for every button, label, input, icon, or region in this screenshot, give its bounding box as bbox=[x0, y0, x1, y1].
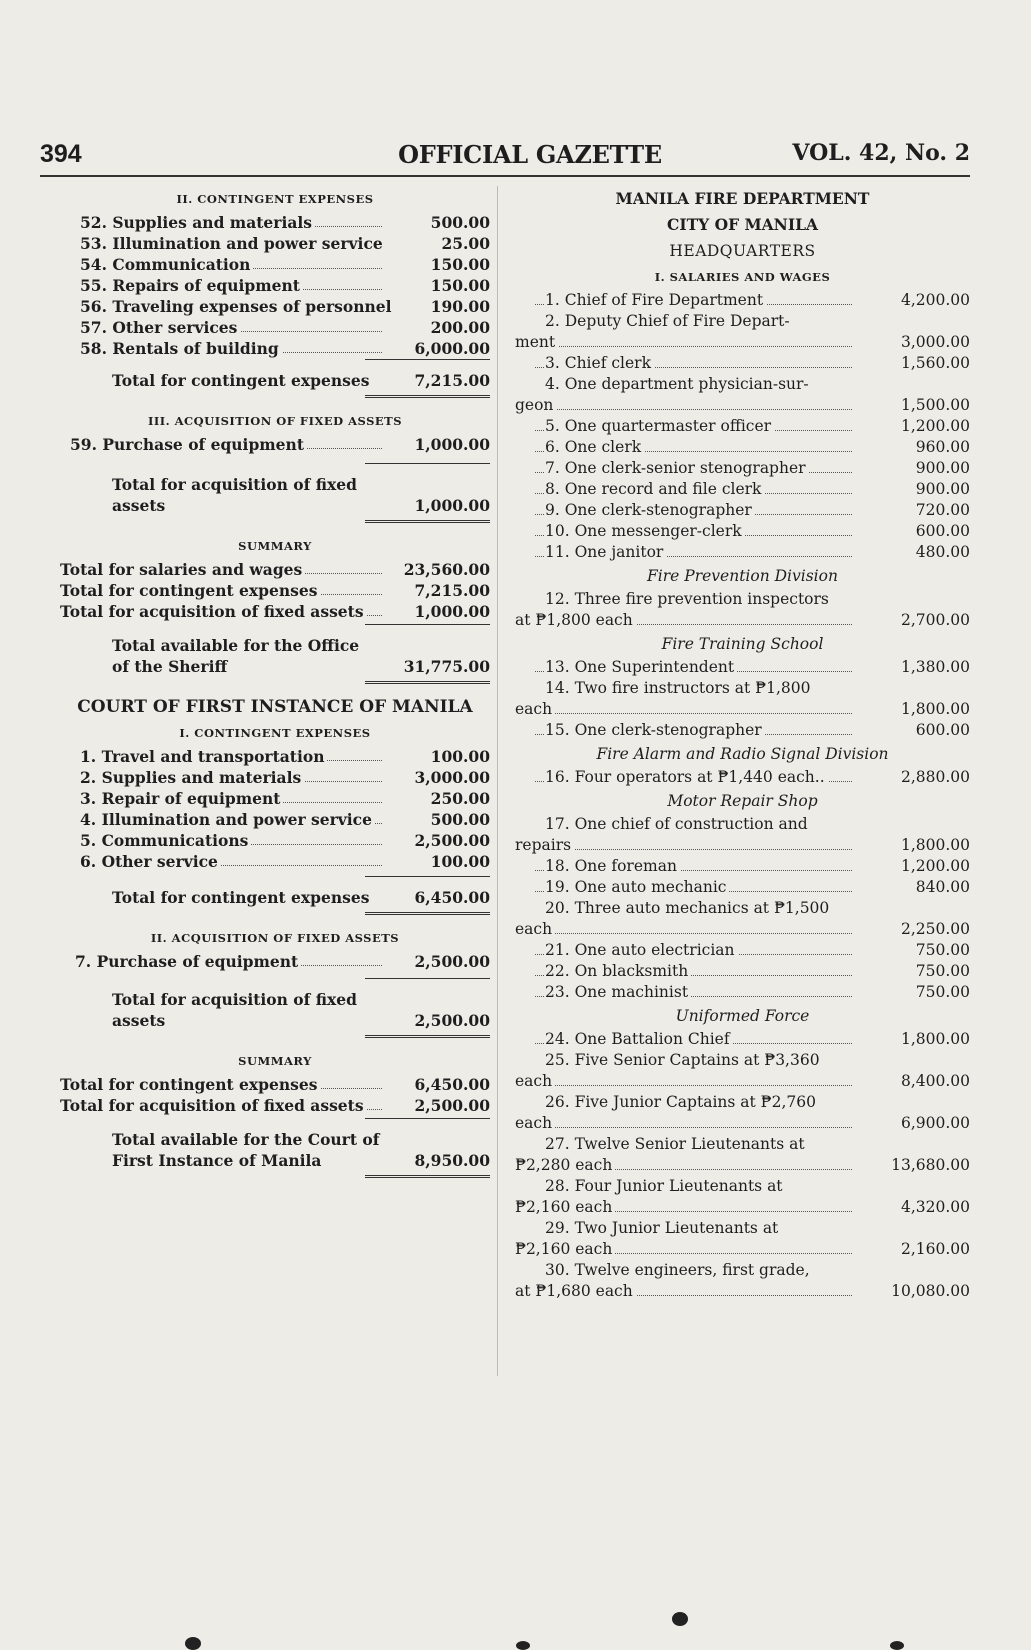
item-label-continuation: ₱2,160 each bbox=[515, 1198, 615, 1216]
salary-item bbox=[515, 982, 970, 1003]
item-label-continuation: at ₱1,800 each bbox=[515, 611, 636, 629]
item-label: 1. Travel and transportation bbox=[80, 747, 327, 766]
section-heading: II. ACQUISITION OF FIXED ASSETS bbox=[150, 931, 400, 945]
item-label: 12. Three fire prevention inspectors bbox=[545, 590, 829, 608]
division-heading: Motor Repair Shop bbox=[667, 792, 818, 810]
item-label: 10. One messenger-clerk bbox=[545, 522, 745, 540]
item-label: 28. Four Junior Lieutenants at bbox=[545, 1177, 783, 1195]
item-label: 1. Chief of Fire Department bbox=[545, 291, 766, 309]
salary-item bbox=[515, 500, 970, 521]
item-amount: 1,500.00 bbox=[898, 395, 970, 416]
item-amount: 3,000.00 bbox=[411, 767, 490, 788]
item-amount: 600.00 bbox=[913, 521, 970, 542]
column-divider bbox=[497, 186, 498, 1376]
summary-list bbox=[60, 559, 490, 622]
item-label: 5. One quartermaster officer bbox=[545, 417, 774, 435]
item-label: 59. Purchase of equipment bbox=[70, 435, 307, 454]
salary-item bbox=[515, 374, 970, 416]
item-amount: 900.00 bbox=[913, 458, 970, 479]
item-amount: 4,320.00 bbox=[898, 1197, 970, 1218]
salary-item bbox=[515, 961, 970, 982]
item-amount: 8,400.00 bbox=[898, 1071, 970, 1092]
item-amount: 720.00 bbox=[913, 500, 970, 521]
dot-leader bbox=[535, 1085, 852, 1086]
salary-item bbox=[515, 720, 970, 741]
contingent-total: Total for contingent expenses 7,215.00 bbox=[112, 371, 490, 390]
item-label: 17. One chief of construction and bbox=[545, 815, 808, 833]
item-label: 57. Other services bbox=[80, 318, 240, 337]
section-heading: I. CONTINGENT EXPENSES bbox=[179, 726, 371, 740]
item-label: 14. Two fire instructors at ₱1,800 bbox=[545, 679, 811, 697]
salary-item bbox=[515, 521, 970, 542]
item-amount: 960.00 bbox=[913, 437, 970, 458]
item-label: 18. One foreman bbox=[545, 857, 680, 875]
item-label-continuation: ₱2,160 each bbox=[515, 1240, 615, 1258]
court-total: Total available for the Court of First Instance of Manila 8,950.00 bbox=[112, 1130, 490, 1170]
salary-item bbox=[515, 458, 970, 479]
salary-groups bbox=[515, 290, 970, 1302]
item-label: 54. Communication bbox=[80, 255, 253, 274]
item-label: 20. Three auto mechanics at ₱1,500 bbox=[545, 899, 830, 917]
item-amount: 6,450.00 bbox=[411, 1074, 490, 1095]
line-item bbox=[60, 809, 490, 830]
item-amount: 10,080.00 bbox=[888, 1281, 970, 1302]
headquarters-heading: HEADQUARTERS bbox=[669, 242, 816, 260]
line-item bbox=[60, 767, 490, 788]
item-amount: 7,215.00 bbox=[411, 580, 490, 601]
line-item bbox=[60, 275, 490, 296]
header-rule bbox=[40, 175, 970, 177]
salary-item bbox=[515, 940, 970, 961]
item-amount: 1,800.00 bbox=[898, 835, 970, 856]
line-item bbox=[60, 233, 490, 254]
section-heading: III. ACQUISITION OF FIXED ASSETS bbox=[147, 414, 403, 428]
salary-item bbox=[515, 1134, 970, 1176]
salary-item bbox=[515, 814, 970, 856]
item-amount: 750.00 bbox=[913, 961, 970, 982]
item-label: 56. Traveling expenses of personnel bbox=[80, 297, 395, 316]
item-amount: 1,800.00 bbox=[898, 699, 970, 720]
court-summary-list bbox=[60, 1074, 490, 1116]
salary-item bbox=[515, 437, 970, 458]
salary-item bbox=[515, 877, 970, 898]
item-label: 11. One janitor bbox=[545, 543, 666, 561]
item-label: 4. One department physician-sur- bbox=[545, 375, 809, 393]
line-item bbox=[60, 788, 490, 809]
line-item bbox=[60, 296, 490, 317]
item-label: Total for acquisition of fixed assets bbox=[60, 602, 367, 621]
item-amount: 4,200.00 bbox=[898, 290, 970, 311]
item-amount: 190.00 bbox=[428, 296, 490, 317]
salary-item bbox=[515, 1050, 970, 1092]
item-label-continuation: each bbox=[515, 1072, 555, 1090]
court-contingent-total: Total for contingent expenses 6,450.00 bbox=[112, 888, 490, 907]
item-amount: 1,560.00 bbox=[898, 353, 970, 374]
item-amount: 1,380.00 bbox=[898, 657, 970, 678]
page-header bbox=[40, 136, 970, 170]
division-heading: Uniformed Force bbox=[675, 1007, 810, 1025]
line-item bbox=[60, 559, 490, 580]
item-label: 22. On blacksmith bbox=[545, 962, 691, 980]
item-label: 53. Illumination and power service bbox=[80, 234, 386, 253]
salary-item bbox=[515, 479, 970, 500]
item-label: 4. Illumination and power service bbox=[80, 810, 375, 829]
item-amount: 750.00 bbox=[913, 940, 970, 961]
item-amount: 25.00 bbox=[438, 233, 490, 254]
item-label: 15. One clerk-stenographer bbox=[545, 721, 765, 739]
line-item bbox=[60, 212, 490, 233]
line-item bbox=[60, 1095, 490, 1116]
section-heading: SUMMARY bbox=[238, 539, 312, 553]
item-label: Total for acquisition of fixed assets bbox=[60, 1096, 367, 1115]
city-heading: CITY OF MANILA bbox=[666, 215, 818, 234]
item-label: Total for contingent expenses bbox=[60, 581, 320, 600]
item-label: Total for contingent expenses bbox=[60, 1075, 320, 1094]
salary-item bbox=[515, 767, 970, 788]
salary-item bbox=[515, 1092, 970, 1134]
item-amount: 2,160.00 bbox=[898, 1239, 970, 1260]
item-label: 5. Communications bbox=[80, 831, 251, 850]
salary-item bbox=[515, 311, 970, 353]
left-column bbox=[60, 186, 490, 1178]
salary-item bbox=[515, 856, 970, 877]
section-heading: II. CONTINGENT EXPENSES bbox=[176, 192, 374, 206]
item-amount: 2,500.00 bbox=[411, 1095, 490, 1116]
line-item bbox=[60, 851, 490, 872]
item-label: 13. One Superintendent bbox=[545, 658, 737, 676]
salary-item bbox=[515, 898, 970, 940]
item-amount: 600.00 bbox=[913, 720, 970, 741]
item-amount: 200.00 bbox=[428, 317, 490, 338]
item-amount: 6,900.00 bbox=[898, 1113, 970, 1134]
item-amount: 840.00 bbox=[913, 877, 970, 898]
item-amount: 900.00 bbox=[913, 479, 970, 500]
item-amount: 100.00 bbox=[428, 851, 490, 872]
ink-blot bbox=[672, 1612, 688, 1626]
item-amount: 480.00 bbox=[913, 542, 970, 563]
ink-blot bbox=[185, 1637, 201, 1650]
division-heading: Fire Alarm and Radio Signal Division bbox=[596, 745, 889, 763]
dot-leader bbox=[535, 713, 852, 714]
item-label: 16. Four operators at ₱1,440 each.. bbox=[545, 768, 828, 786]
item-amount: 2,500.00 bbox=[411, 830, 490, 851]
item-amount: 1,000.00 bbox=[411, 434, 490, 455]
item-label: 3. Chief clerk bbox=[545, 354, 654, 372]
salary-item bbox=[515, 589, 970, 631]
item-label: 52. Supplies and materials bbox=[80, 213, 315, 232]
item-amount: 2,250.00 bbox=[898, 919, 970, 940]
item-label: 6. One clerk bbox=[545, 438, 644, 456]
item-amount: 13,680.00 bbox=[888, 1155, 970, 1176]
dot-leader bbox=[535, 346, 852, 347]
item-label: 24. One Battalion Chief bbox=[545, 1030, 733, 1048]
contingent-list bbox=[60, 212, 490, 359]
sheriff-total: Total available for the Office of the Sheriff 31,775.00 bbox=[112, 636, 490, 676]
dot-leader bbox=[535, 849, 852, 850]
salary-item bbox=[515, 657, 970, 678]
item-amount: 150.00 bbox=[428, 254, 490, 275]
right-column bbox=[515, 186, 970, 1302]
item-label: 7. One clerk-senior stenographer bbox=[545, 459, 809, 477]
salary-item bbox=[515, 416, 970, 437]
court-heading: COURT OF FIRST INSTANCE OF MANILA bbox=[77, 697, 473, 717]
salary-item bbox=[515, 1218, 970, 1260]
item-label: 27. Twelve Senior Lieutenants at bbox=[545, 1135, 805, 1153]
division-heading: Fire Training School bbox=[661, 635, 824, 653]
section-heading: I. SALARIES AND WAGES bbox=[654, 270, 831, 284]
item-label-continuation: repairs bbox=[515, 836, 574, 854]
item-label-continuation: ment bbox=[515, 333, 558, 351]
item-label: 55. Repairs of equipment bbox=[80, 276, 303, 295]
volume-number: VOL. 42, No. 2 bbox=[792, 140, 970, 166]
line-item bbox=[60, 254, 490, 275]
dot-leader bbox=[535, 409, 852, 410]
item-label: 6. Other service bbox=[80, 852, 221, 871]
item-label-continuation: at ₱1,680 each bbox=[515, 1282, 636, 1300]
item-amount: 2,880.00 bbox=[898, 767, 970, 788]
line-item bbox=[60, 601, 490, 622]
item-label: 30. Twelve engineers, first grade, bbox=[545, 1261, 810, 1279]
item-label: Total for salaries and wages bbox=[60, 560, 305, 579]
salary-item bbox=[515, 290, 970, 311]
salary-item bbox=[515, 1029, 970, 1050]
item-label-continuation: geon bbox=[515, 396, 556, 414]
item-label: 23. One machinist bbox=[545, 983, 691, 1001]
ink-blot bbox=[516, 1641, 530, 1650]
salary-item bbox=[515, 353, 970, 374]
item-amount: 500.00 bbox=[428, 212, 490, 233]
line-item bbox=[60, 951, 490, 972]
item-amount: 1,000.00 bbox=[411, 601, 490, 622]
line-item bbox=[60, 1074, 490, 1095]
item-label-continuation: each bbox=[515, 1114, 555, 1132]
dot-leader bbox=[535, 933, 852, 934]
line-item bbox=[60, 830, 490, 851]
item-label: 8. One record and file clerk bbox=[545, 480, 764, 498]
item-amount: 100.00 bbox=[428, 746, 490, 767]
line-item bbox=[60, 580, 490, 601]
salary-item bbox=[515, 1176, 970, 1218]
item-amount: 250.00 bbox=[428, 788, 490, 809]
item-label: 9. One clerk-stenographer bbox=[545, 501, 755, 519]
fixed-assets-list bbox=[60, 434, 490, 455]
line-item bbox=[60, 746, 490, 767]
item-label: 21. One auto electrician bbox=[545, 941, 738, 959]
item-label: 58. Rentals of building bbox=[80, 339, 282, 358]
salary-item bbox=[515, 1260, 970, 1302]
item-amount: 23,560.00 bbox=[401, 559, 490, 580]
item-amount: 1,200.00 bbox=[898, 856, 970, 877]
item-label: 7. Purchase of equipment bbox=[75, 952, 301, 971]
item-amount: 3,000.00 bbox=[898, 332, 970, 353]
item-label: 2. Supplies and materials bbox=[80, 768, 304, 787]
item-label: 29. Two Junior Lieutenants at bbox=[545, 1219, 779, 1237]
item-amount: 6,000.00 bbox=[411, 338, 490, 359]
item-amount: 500.00 bbox=[428, 809, 490, 830]
fixed-assets-total: Total for acquisition of fixed assets 1,000.00 bbox=[112, 475, 490, 515]
salary-item bbox=[515, 542, 970, 563]
publication-title: OFFICIAL GAZETTE bbox=[398, 140, 662, 169]
court-fixed-total: Total for acquisition of fixed assets 2,500.00 bbox=[112, 990, 490, 1030]
court-contingent-list bbox=[60, 746, 490, 872]
item-label: 25. Five Senior Captains at ₱3,360 bbox=[545, 1051, 820, 1069]
item-label: 2. Deputy Chief of Fire Depart- bbox=[545, 312, 790, 330]
item-label: 26. Five Junior Captains at ₱2,760 bbox=[545, 1093, 816, 1111]
item-label: 3. Repair of equipment bbox=[80, 789, 283, 808]
division-heading: Fire Prevention Division bbox=[647, 567, 838, 585]
department-heading: MANILA FIRE DEPARTMENT bbox=[615, 189, 870, 208]
item-label: 19. One auto mechanic bbox=[545, 878, 729, 896]
item-amount: 1,800.00 bbox=[898, 1029, 970, 1050]
page-number: 394 bbox=[40, 140, 82, 168]
item-amount: 1,200.00 bbox=[898, 416, 970, 437]
item-amount: 150.00 bbox=[428, 275, 490, 296]
line-item bbox=[60, 434, 490, 455]
item-label-continuation: each bbox=[515, 700, 555, 718]
item-amount: 2,500.00 bbox=[411, 951, 490, 972]
section-heading: SUMMARY bbox=[238, 1054, 312, 1068]
line-item bbox=[60, 338, 490, 359]
item-label-continuation: ₱2,280 each bbox=[515, 1156, 615, 1174]
salary-item bbox=[515, 678, 970, 720]
item-amount: 750.00 bbox=[913, 982, 970, 1003]
item-amount: 2,700.00 bbox=[898, 610, 970, 631]
line-item bbox=[60, 317, 490, 338]
item-label-continuation: each bbox=[515, 920, 555, 938]
ink-blot bbox=[890, 1641, 904, 1650]
dot-leader bbox=[535, 1127, 852, 1128]
court-fixed-list bbox=[60, 951, 490, 972]
